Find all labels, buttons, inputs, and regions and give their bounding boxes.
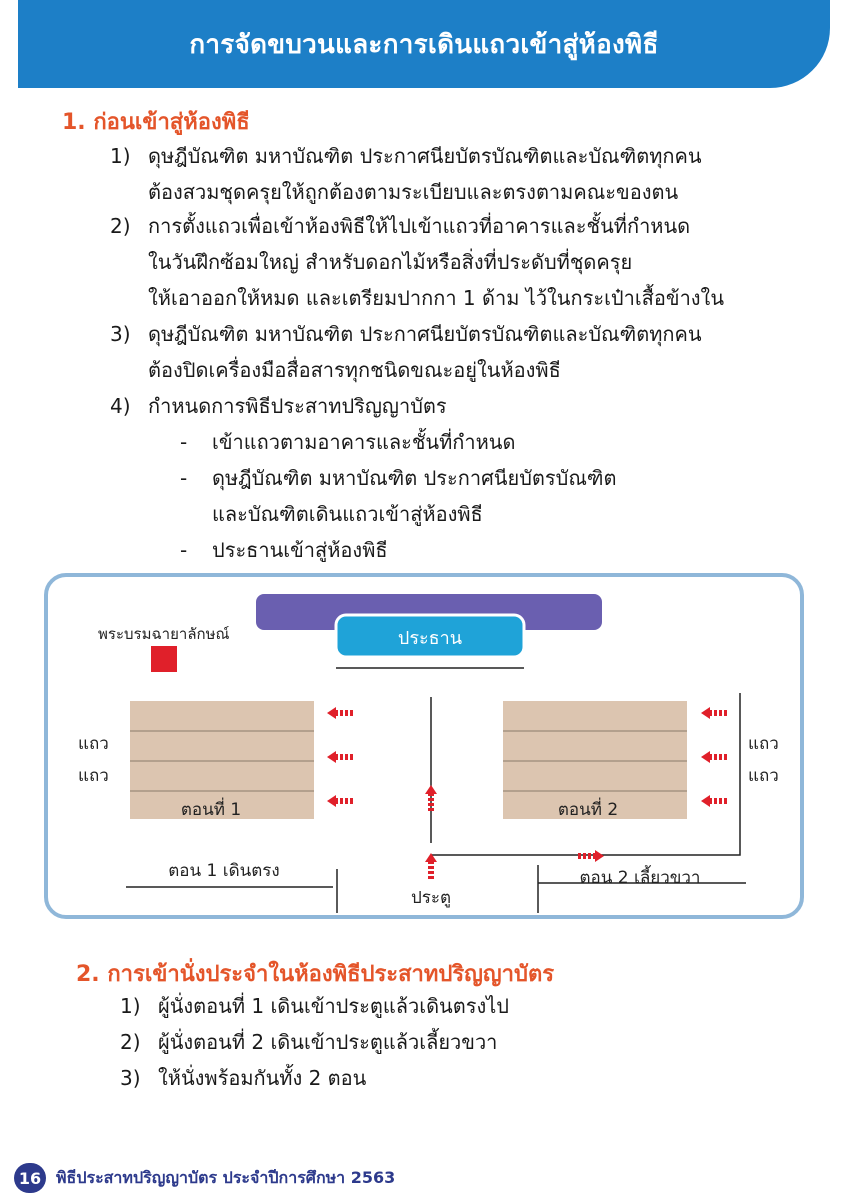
row-label-right-2: แถว (748, 766, 779, 786)
section1-subitem-3 (180, 532, 388, 568)
section1-item-1 (110, 138, 702, 210)
item-number: 2) (110, 214, 131, 238)
path1-label: ตอน 1 เดินตรง (168, 861, 280, 881)
section1-item-2 (110, 208, 724, 316)
chair-label: ประธาน (397, 628, 463, 649)
section1-subitem-1 (180, 424, 515, 460)
bullet-dash: - (180, 466, 188, 490)
seating-diagram (44, 573, 804, 919)
section2-item-2 (120, 1024, 497, 1060)
item-text: ต้องปิดเครื่องมือสื่อสารทุกชนิดขณะอยู่ในห้องพิธี (148, 358, 561, 382)
arrow-left-icon (327, 795, 353, 807)
item-text: ดุษฎีบัณฑิต มหาบัณฑิต ประกาศนียบัตรบัณฑิตและบัณฑิตทุกคน (148, 322, 702, 346)
arrow-right-icon (578, 850, 604, 862)
item-text: ในวันฝึกซ้อมใหญ่ สำหรับดอกไม้หรือสิ่งที่ประดับที่ชุดครุย (148, 250, 633, 274)
footer-title: พิธีประสาทปริญญาบัตร ประจำปีการศึกษา 2563 (56, 1167, 396, 1187)
item-number: 1) (120, 994, 141, 1018)
subitem-text: และบัณฑิตเดินแถวเข้าสู่ห้องพิธี (212, 502, 483, 526)
subitem-text: เข้าแถวตามอาคารและชั้นที่กำหนด (212, 430, 516, 454)
portrait-label: พระบรมฉายาลักษณ์ (98, 625, 230, 643)
item-number: 1) (110, 144, 131, 168)
item-number: 3) (120, 1066, 141, 1090)
item-text: ให้เอาออกให้หมด และเตรียมปากกา 1 ด้าม ไว้ในกระเป๋าเสื้อข้างใน (148, 286, 724, 310)
item-number: 2) (120, 1030, 141, 1054)
item-text: การตั้งแถวเพื่อเข้าห้องพิธีให้ไปเข้าแถวที่อาคารและชั้นที่กำหนด (148, 214, 691, 238)
arrow-up-icon (425, 853, 437, 879)
section1-heading: 1. ก่อนเข้าสู่ห้องพิธี (62, 110, 250, 135)
arrow-left-icon (701, 707, 727, 719)
header-banner (18, 0, 830, 88)
section2-item-3 (120, 1060, 366, 1096)
row-label-left-2: แถว (78, 766, 109, 786)
row-label-right-1: แถว (748, 734, 779, 754)
arrow-left-icon (701, 751, 727, 763)
path2-label: ตอน 2 เลี้ยวขวา (579, 868, 701, 888)
item-text: ให้นั่งพร้อมกันทั้ง 2 ตอน (158, 1066, 367, 1090)
section1-item-4 (110, 388, 447, 424)
item-text: ต้องสวมชุดครุยให้ถูกต้องตามระเบียบและตรงตามคณะของตน (148, 180, 679, 204)
arrow-left-icon (327, 751, 353, 763)
arrow-left-icon (701, 795, 727, 807)
section2-item-1 (120, 988, 509, 1024)
item-text: กำหนดการพิธีประสาทปริญญาบัตร (148, 394, 447, 418)
item-number: 4) (110, 394, 131, 418)
section1-item-3 (110, 316, 702, 388)
item-text: ผู้นั่งตอนที่ 2 เดินเข้าประตูแล้วเลี้ยวขวา (158, 1030, 498, 1054)
seating-diagram-svg (48, 577, 800, 915)
section1-subitem-2 (180, 460, 616, 532)
item-text: ผู้นั่งตอนที่ 1 เดินเข้าประตูแล้วเดินตรงไป (158, 994, 509, 1018)
item-number: 3) (110, 322, 131, 346)
arrow-left-icon (327, 707, 353, 719)
section2-label: ตอนที่ 2 (557, 800, 619, 820)
item-text: ดุษฎีบัณฑิต มหาบัณฑิต ประกาศนียบัตรบัณฑิตและบัณฑิตทุกคน (148, 144, 702, 168)
row-label-left-1: แถว (78, 734, 109, 754)
bullet-dash: - (180, 538, 188, 562)
section1-label: ตอนที่ 1 (180, 800, 242, 820)
section2-heading: 2. การเข้านั่งประจำในห้องพิธีประสาทปริญญาบัตร (76, 962, 555, 987)
page-title: การจัดขบวนและการเดินแถวเข้าสู่ห้องพิธี (189, 30, 659, 60)
page-number: 16 (14, 1163, 46, 1193)
subitem-text: ประธานเข้าสู่ห้องพิธี (212, 538, 388, 562)
bullet-dash: - (180, 430, 188, 454)
portrait-marker (151, 646, 177, 672)
footer (14, 1163, 395, 1193)
subitem-text: ดุษฎีบัณฑิต มหาบัณฑิต ประกาศนียบัตรบัณฑิต (212, 466, 617, 490)
door-label: ประตู (410, 888, 452, 908)
